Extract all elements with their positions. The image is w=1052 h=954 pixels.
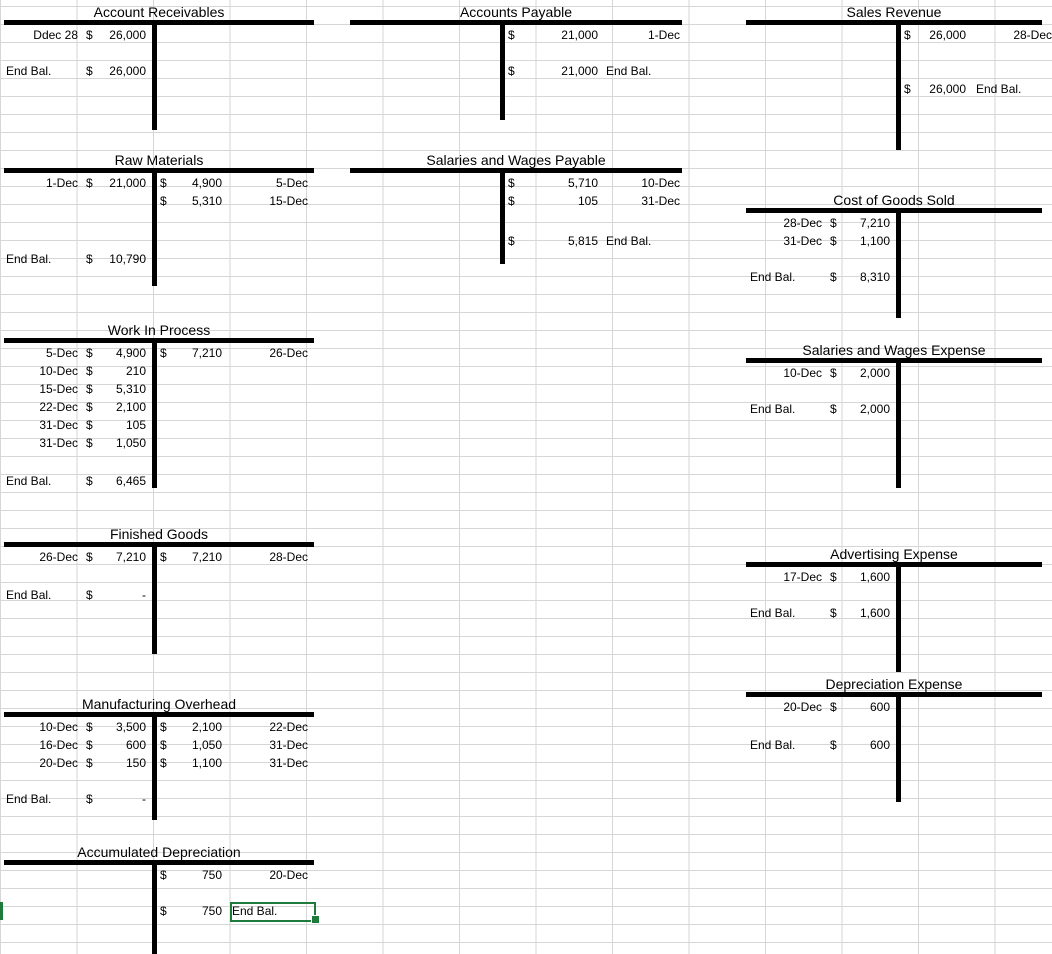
debit-amount[interactable]: 1,600 (859, 570, 890, 584)
credit-amount[interactable]: 21,000 (561, 28, 598, 42)
end-balance-currency[interactable]: $ (160, 904, 167, 918)
end-balance-label[interactable]: End Bal. (6, 252, 52, 266)
debit-currency[interactable]: $ (86, 436, 93, 450)
debit-date[interactable]: 31-Dec (783, 234, 822, 248)
credit-currency[interactable]: $ (160, 756, 167, 770)
account-divider-rule (500, 168, 505, 264)
end-balance-amount[interactable]: - (142, 792, 146, 806)
debit-currency[interactable]: $ (86, 720, 93, 734)
account-divider-rule (500, 20, 505, 120)
debit-amount[interactable]: 2,000 (859, 366, 890, 380)
debit-currency[interactable]: $ (830, 570, 837, 584)
credit-date[interactable]: 10-Dec (641, 176, 680, 190)
credit-amount[interactable]: 1,050 (191, 738, 222, 752)
credit-currency[interactable]: $ (160, 738, 167, 752)
debit-date[interactable]: Ddec 28 (33, 28, 78, 42)
debit-date[interactable]: 17-Dec (783, 570, 822, 584)
credit-date[interactable]: 26-Dec (269, 346, 308, 360)
account-title-fg: Finished Goods (109, 526, 209, 542)
end-balance-amount[interactable]: 10,790 (109, 252, 146, 266)
end-balance-currency[interactable]: $ (86, 792, 93, 806)
credit-date[interactable]: 28-Dec (269, 550, 308, 564)
end-balance-label[interactable]: End Bal. (6, 64, 52, 78)
debit-currency[interactable]: $ (86, 346, 93, 360)
account-title-dep: Depreciation Expense (825, 676, 963, 692)
credit-amount[interactable]: 5,310 (191, 194, 222, 208)
end-balance-currency[interactable]: $ (830, 270, 837, 284)
debit-currency[interactable]: $ (86, 382, 93, 396)
account-divider-rule (152, 542, 157, 654)
end-balance-amount[interactable]: 750 (201, 904, 222, 918)
account-divider-rule (896, 562, 901, 672)
end-balance-amount[interactable]: 8,310 (859, 270, 890, 284)
end-balance-label[interactable]: End Bal. (750, 738, 796, 752)
credit-date[interactable]: 31-Dec (641, 194, 680, 208)
end-balance-label[interactable]: End Bal. (6, 588, 52, 602)
credit-currency[interactable]: $ (508, 194, 515, 208)
debit-amount[interactable]: 7,210 (115, 550, 146, 564)
debit-amount[interactable]: 1,050 (115, 436, 146, 450)
debit-date[interactable]: 15-Dec (39, 382, 78, 396)
debit-currency[interactable]: $ (86, 400, 93, 414)
account-header-rule (746, 562, 1042, 567)
end-balance-currency[interactable]: $ (830, 402, 837, 416)
credit-date[interactable]: 20-Dec (269, 868, 308, 882)
credit-amount[interactable]: 2,100 (191, 720, 222, 734)
end-balance-label[interactable]: End Bal. (750, 270, 796, 284)
account-header-rule (746, 20, 1042, 25)
debit-currency[interactable]: $ (86, 364, 93, 378)
end-balance-currency[interactable]: $ (508, 234, 515, 248)
account-header-rule (350, 168, 682, 173)
end-balance-label[interactable]: End Bal. (976, 82, 1022, 96)
credit-currency[interactable]: $ (508, 28, 515, 42)
credit-currency[interactable]: $ (160, 346, 167, 360)
debit-date[interactable]: 31-Dec (39, 436, 78, 450)
end-balance-currency[interactable]: $ (830, 738, 837, 752)
credit-amount[interactable]: 1,100 (191, 756, 222, 770)
debit-amount[interactable]: 7,210 (859, 216, 890, 230)
credit-currency[interactable]: $ (160, 868, 167, 882)
end-balance-label[interactable]: End Bal. (750, 606, 796, 620)
end-balance-amount[interactable]: - (142, 588, 146, 602)
account-title-moh: Manufacturing Overhead (81, 696, 237, 712)
end-balance-amount[interactable]: 26,000 (929, 82, 966, 96)
account-title-cogs: Cost of Goods Sold (833, 192, 955, 208)
account-divider-rule (152, 860, 157, 954)
debit-currency[interactable]: $ (86, 28, 93, 42)
account-header-rule (350, 20, 682, 25)
account-header-rule (4, 860, 314, 865)
debit-currency[interactable]: $ (86, 550, 93, 564)
debit-amount[interactable]: 3,500 (115, 720, 146, 734)
account-divider-rule (152, 338, 157, 488)
debit-amount[interactable]: 26,000 (109, 28, 146, 42)
credit-date[interactable]: 31-Dec (269, 756, 308, 770)
end-balance-currency[interactable]: $ (86, 252, 93, 266)
credit-date[interactable]: 31-Dec (269, 738, 308, 752)
account-divider-rule (152, 168, 157, 286)
debit-currency[interactable]: $ (830, 234, 837, 248)
account-header-rule (746, 692, 1042, 697)
account-header-rule (4, 542, 314, 547)
row-selection-marker (0, 902, 3, 920)
debit-amount[interactable]: 5,310 (115, 382, 146, 396)
account-title-wip: Work In Process (107, 322, 211, 338)
end-balance-label[interactable]: End Bal. (6, 474, 52, 488)
credit-amount[interactable]: 105 (577, 194, 598, 208)
debit-currency[interactable]: $ (830, 700, 837, 714)
end-balance-label[interactable]: End Bal. (232, 904, 278, 918)
debit-date[interactable]: 20-Dec (39, 756, 78, 770)
account-header-rule (746, 208, 1042, 213)
end-balance-amount[interactable]: 26,000 (109, 64, 146, 78)
credit-currency[interactable]: $ (160, 550, 167, 564)
debit-amount[interactable]: 600 (125, 738, 146, 752)
end-balance-currency[interactable]: $ (904, 82, 911, 96)
credit-currency[interactable]: $ (160, 194, 167, 208)
credit-amount[interactable]: 5,710 (567, 176, 598, 190)
account-header-rule (4, 20, 314, 25)
debit-amount[interactable]: 4,900 (115, 346, 146, 360)
credit-amount[interactable]: 7,210 (191, 346, 222, 360)
debit-currency[interactable]: $ (86, 756, 93, 770)
end-balance-amount[interactable]: 21,000 (561, 64, 598, 78)
debit-date[interactable]: 10-Dec (783, 366, 822, 380)
end-balance-label[interactable]: End Bal. (750, 402, 796, 416)
account-title-sales: Sales Revenue (846, 4, 942, 20)
account-title-ad: Accumulated Depreciation (77, 844, 241, 860)
credit-date[interactable]: 15-Dec (269, 194, 308, 208)
credit-currency[interactable]: $ (160, 720, 167, 734)
end-balance-label[interactable]: End Bal. (606, 64, 652, 78)
end-balance-amount[interactable]: 6,465 (115, 474, 146, 488)
debit-date[interactable]: 10-Dec (39, 364, 78, 378)
credit-date[interactable]: 1-Dec (647, 28, 680, 42)
credit-amount[interactable]: 750 (201, 868, 222, 882)
account-header-rule (4, 168, 314, 173)
end-balance-label[interactable]: End Bal. (606, 234, 652, 248)
account-title-ap: Accounts Payable (459, 4, 573, 20)
account-header-rule (4, 712, 314, 717)
debit-amount[interactable]: 105 (125, 418, 146, 432)
debit-currency[interactable]: $ (830, 366, 837, 380)
credit-date[interactable]: 5-Dec (275, 176, 308, 190)
account-title-swe: Salaries and Wages Expense (802, 342, 986, 358)
debit-amount[interactable]: 2,100 (115, 400, 146, 414)
end-balance-currency[interactable]: $ (86, 588, 93, 602)
credit-amount[interactable]: 7,210 (191, 550, 222, 564)
end-balance-label[interactable]: End Bal. (6, 792, 52, 806)
end-balance-amount[interactable]: 5,815 (567, 234, 598, 248)
credit-currency[interactable]: $ (160, 176, 167, 190)
account-header-rule (4, 338, 314, 343)
account-divider-rule (896, 20, 901, 150)
credit-amount[interactable]: 4,900 (191, 176, 222, 190)
debit-currency[interactable]: $ (86, 738, 93, 752)
debit-date[interactable]: 31-Dec (39, 418, 78, 432)
account-divider-rule (152, 712, 157, 820)
end-balance-amount[interactable]: 1,600 (859, 606, 890, 620)
end-balance-amount[interactable]: 600 (869, 738, 890, 752)
debit-date[interactable]: 10-Dec (39, 720, 78, 734)
debit-currency[interactable]: $ (86, 418, 93, 432)
end-balance-currency[interactable]: $ (508, 64, 515, 78)
debit-date[interactable]: 22-Dec (39, 400, 78, 414)
account-divider-rule (152, 20, 157, 130)
debit-date[interactable]: 16-Dec (39, 738, 78, 752)
end-balance-amount[interactable]: 2,000 (859, 402, 890, 416)
fill-handle[interactable] (311, 915, 320, 924)
credit-currency[interactable]: $ (904, 28, 911, 42)
debit-date[interactable]: 1-Dec (45, 176, 78, 190)
credit-date[interactable]: 22-Dec (269, 720, 308, 734)
account-title-adv: Advertising Expense (830, 546, 958, 562)
end-balance-currency[interactable]: $ (86, 474, 93, 488)
end-balance-currency[interactable]: $ (830, 606, 837, 620)
debit-amount[interactable]: 1,100 (859, 234, 890, 248)
debit-amount[interactable]: 21,000 (109, 176, 146, 190)
account-divider-rule (896, 692, 901, 802)
account-divider-rule (896, 208, 901, 318)
selected-cell[interactable] (230, 902, 316, 922)
credit-date[interactable]: 28-Dec (1013, 28, 1052, 42)
account-title-ar: Account Receivables (93, 4, 225, 20)
debit-date[interactable]: 5-Dec (45, 346, 78, 360)
debit-amount[interactable]: 210 (125, 364, 146, 378)
debit-currency[interactable]: $ (830, 216, 837, 230)
debit-date[interactable]: 28-Dec (783, 216, 822, 230)
account-title-swp: Salaries and Wages Payable (426, 152, 606, 168)
credit-currency[interactable]: $ (508, 176, 515, 190)
debit-date[interactable]: 20-Dec (783, 700, 822, 714)
account-header-rule (746, 358, 1042, 363)
credit-amount[interactable]: 26,000 (929, 28, 966, 42)
debit-amount[interactable]: 150 (125, 756, 146, 770)
account-divider-rule (896, 358, 901, 488)
account-title-rm: Raw Materials (114, 152, 204, 168)
debit-date[interactable]: 26-Dec (39, 550, 78, 564)
end-balance-currency[interactable]: $ (86, 64, 93, 78)
debit-currency[interactable]: $ (86, 176, 93, 190)
debit-amount[interactable]: 600 (869, 700, 890, 714)
